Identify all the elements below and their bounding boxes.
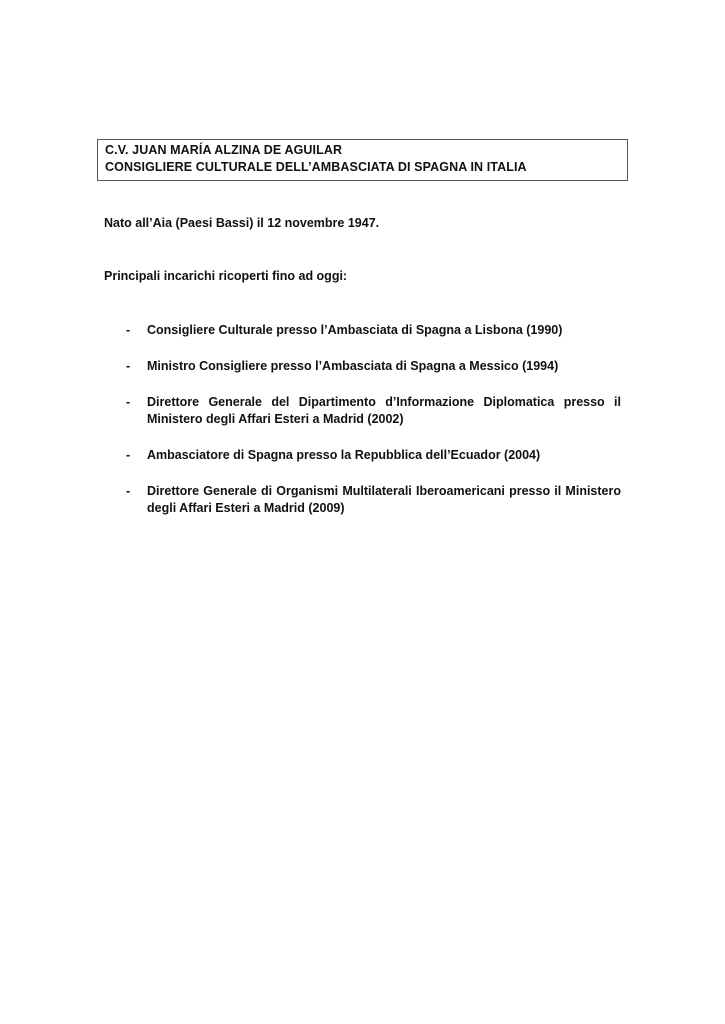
position-text: Direttore Generale del Dipartimento d’Informazione Diplomatica presso il Ministero degli Affari Esteri a Madrid (2002) bbox=[147, 395, 621, 426]
list-marker: - bbox=[126, 448, 131, 462]
list-marker: - bbox=[126, 395, 131, 409]
list-item bbox=[0, 483, 725, 517]
position-text: Direttore Generale di Organismi Multilaterali Iberoamericani presso il Ministero degli Affari Esteri a Madrid (2009) bbox=[147, 484, 621, 515]
position-text: Ambasciatore di Spagna presso la Repubblica dell’Ecuador (2004) bbox=[147, 448, 541, 462]
list-marker: - bbox=[126, 484, 131, 498]
cv-subtitle: CONSIGLIERE CULTURALE DELL’AMBASCIATA DI SPAGNA IN ITALIA bbox=[105, 160, 527, 174]
positions-list bbox=[0, 322, 725, 536]
list-item bbox=[0, 358, 725, 375]
list-item bbox=[0, 447, 725, 464]
birth-statement: Nato all’Aia (Paesi Bassi) il 12 novembre 1947. bbox=[104, 216, 380, 230]
position-text: Ministro Consigliere presso l’Ambasciata di Spagna a Messico (1994) bbox=[147, 359, 559, 373]
cv-title-box bbox=[97, 139, 628, 181]
cv-title: C.V. JUAN MARÍA ALZINA DE AGUILAR bbox=[105, 143, 343, 157]
position-text: Consigliere Culturale presso l’Ambasciata di Spagna a Lisbona (1990) bbox=[147, 323, 563, 337]
list-marker: - bbox=[126, 359, 131, 373]
positions-intro: Principali incarichi ricoperti fino ad oggi: bbox=[104, 269, 348, 283]
list-marker: - bbox=[126, 323, 131, 337]
list-item bbox=[0, 394, 725, 428]
list-item bbox=[0, 322, 725, 339]
